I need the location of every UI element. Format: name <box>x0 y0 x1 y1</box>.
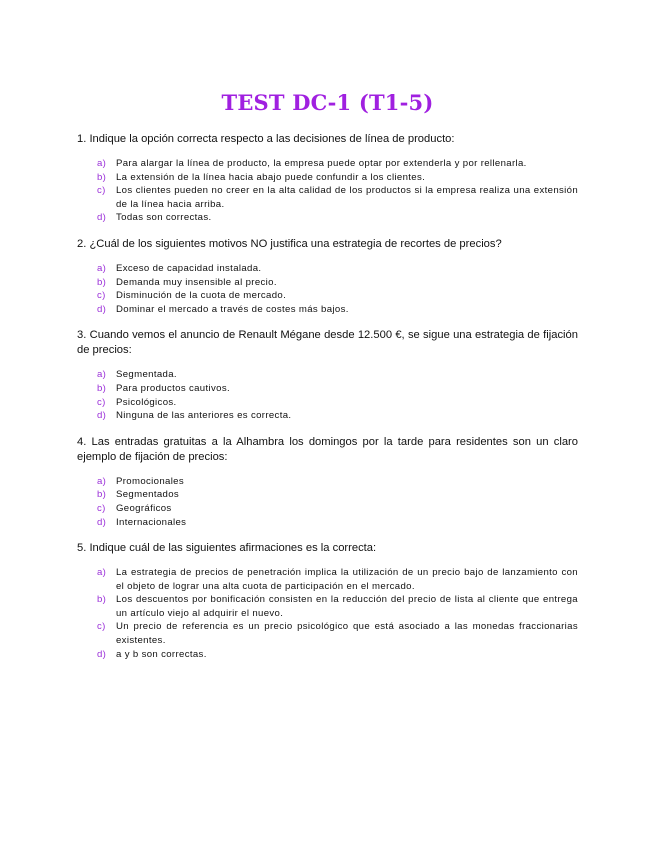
option-letter: d) <box>97 303 107 315</box>
option-letter: a) <box>97 158 107 169</box>
options-list <box>77 262 578 316</box>
option-letter: b) <box>97 382 107 394</box>
option-c <box>77 184 578 211</box>
option-d <box>77 409 578 423</box>
option-text: Los descuentos por bonificación consisten en la reducción del precio de lista al cliente que entrega un artículo viejo al adquirir el nuevo. <box>116 594 578 619</box>
option-text: Para productos cautivos. <box>116 382 230 394</box>
question-4 <box>77 435 578 529</box>
option-text: Los clientes pueden no creer en la alta calidad de los productos si la empresa realiza una extensión de la línea hacia arriba. <box>116 185 578 210</box>
option-text: Segmentados <box>116 489 180 501</box>
option-letter: c) <box>97 185 106 197</box>
option-text: La extensión de la línea hacia abajo puede confundir a los clientes. <box>116 171 426 183</box>
option-letter: a) <box>97 369 107 381</box>
option-text: Disminución de la cuota de mercado. <box>116 290 287 302</box>
option-text: Demanda muy insensible al precio. <box>116 276 277 288</box>
option-letter: d) <box>97 516 107 528</box>
question-text: 1. Indique la opción correcta respecto a las decisiones de línea de producto: <box>77 133 455 145</box>
option-text: La estrategia de precios de penetración implica la utilización de un precio bajo de lanzamiento con el objeto de lograr una alta cuota de participación en el mercado. <box>116 567 578 592</box>
option-a <box>77 475 578 489</box>
option-text: Internacionales <box>116 516 187 528</box>
option-b <box>77 171 578 185</box>
option-b <box>77 382 578 396</box>
question-text: 2. ¿Cuál de los siguientes motivos NO justifica una estrategia de recortes de precios? <box>77 237 502 250</box>
option-letter: b) <box>97 171 107 183</box>
option-letter: d) <box>97 648 107 660</box>
option-letter: c) <box>97 396 106 408</box>
question-text: 3. Cuando vemos el anuncio de Renault Mégane desde 12.500 €, se sigue una estrategia de fijación de precios: <box>77 329 578 357</box>
option-c <box>77 620 578 647</box>
option-letter: a) <box>97 567 107 579</box>
option-b <box>77 488 578 502</box>
question-3 <box>77 328 578 422</box>
option-text: Promocionales <box>116 475 185 487</box>
option-letter: d) <box>97 212 107 224</box>
question-1 <box>77 132 578 225</box>
option-text: Ninguna de las anteriores es correcta. <box>116 410 292 422</box>
options-list <box>77 368 578 422</box>
option-d <box>77 516 578 530</box>
option-letter: c) <box>97 621 106 633</box>
questions-list <box>77 132 578 673</box>
option-text: a y b son correctas. <box>116 648 207 660</box>
option-d <box>77 211 578 225</box>
question-text: 5. Indique cuál de las siguientes afirmaciones es la correcta: <box>77 542 377 555</box>
option-text: Psicológicos. <box>116 396 177 408</box>
question-2 <box>77 237 578 316</box>
options-list <box>77 475 578 529</box>
option-a <box>77 262 578 276</box>
option-letter: b) <box>97 276 107 288</box>
option-text: Un precio de referencia es un precio psicológico que está asociado a las monedas fraccionarias existentes. <box>116 621 578 647</box>
option-c <box>77 396 578 410</box>
option-letter: b) <box>97 489 107 501</box>
option-letter: c) <box>97 502 106 514</box>
option-d <box>77 648 578 662</box>
options-list <box>77 157 578 225</box>
option-text: Todas son correctas. <box>116 212 212 224</box>
option-b <box>77 593 578 620</box>
option-text: Segmentada. <box>116 369 177 381</box>
option-c <box>77 289 578 303</box>
option-text: Dominar el mercado a través de costes más bajos. <box>116 303 349 315</box>
option-letter: d) <box>97 410 107 422</box>
option-text: Para alargar la línea de producto, la empresa puede optar por extenderla y por rellenarla. <box>116 158 527 169</box>
option-letter: a) <box>97 262 107 274</box>
option-c <box>77 502 578 516</box>
question-5 <box>77 541 578 661</box>
option-letter: c) <box>97 290 106 302</box>
option-a <box>77 157 578 171</box>
option-text: Exceso de capacidad instalada. <box>116 262 262 274</box>
question-text: 4. Las entradas gratuitas a la Alhambra los domingos por la tarde para residentes son un claro ejemplo de fijación de precios: <box>77 435 578 463</box>
option-a <box>77 566 578 593</box>
option-letter: a) <box>97 475 107 487</box>
option-d <box>77 303 578 317</box>
option-letter: b) <box>97 594 107 606</box>
option-a <box>77 368 578 382</box>
page-title: TEST DC-1 (T1-5) <box>221 90 434 115</box>
option-b <box>77 276 578 290</box>
option-text: Geográficos <box>116 502 172 514</box>
options-list <box>77 566 578 661</box>
